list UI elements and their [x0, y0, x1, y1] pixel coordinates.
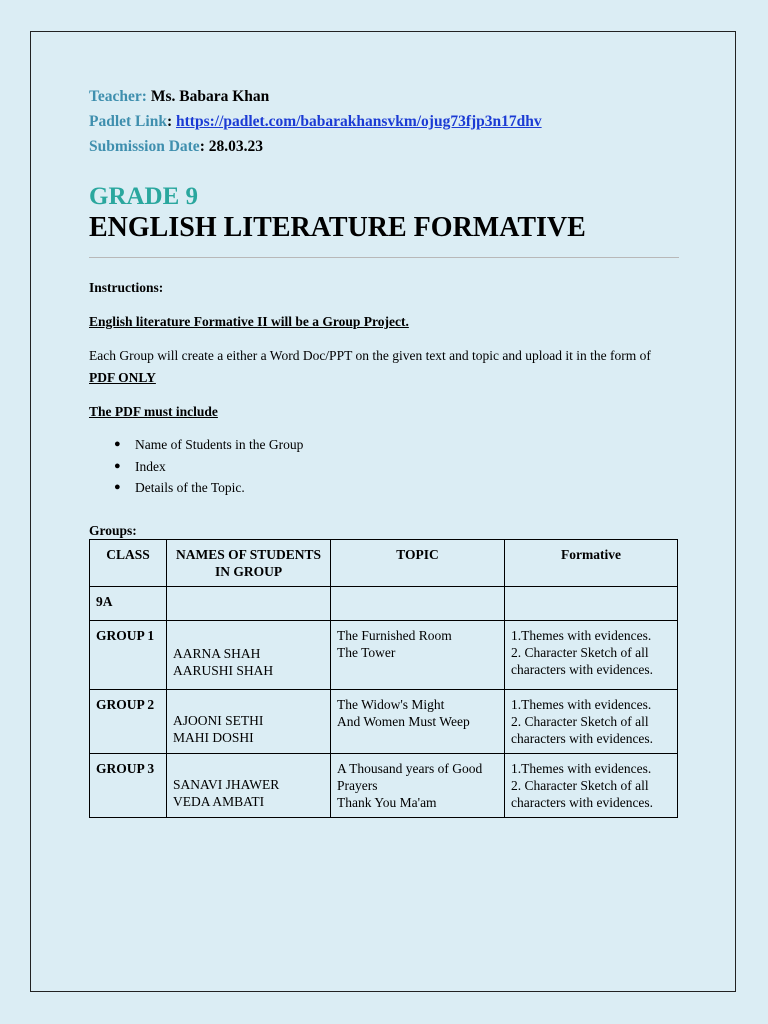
- bullet-icon: ●: [114, 481, 121, 494]
- formative-cell: 1.Themes with evidences. 2. Character Sketch of all characters with evidences.: [505, 690, 678, 754]
- list-item: ● Name of Students in the Group: [89, 434, 303, 456]
- names-cell: AJOONI SETHI MAHI DOSHI: [167, 690, 331, 754]
- submission-colon: :: [199, 138, 205, 155]
- submission-label: Submission Date: [89, 138, 200, 155]
- teacher-name: Ms. Babara Khan: [150, 88, 270, 105]
- table-row: [90, 621, 678, 690]
- padlet-label: Padlet Link: [89, 113, 167, 130]
- instructions-line1: English literature Formative II will be a Group Project.: [89, 314, 409, 329]
- submission-date: 28.03.23: [208, 138, 263, 155]
- list-item: ● Details of the Topic.: [89, 477, 303, 499]
- padlet-link[interactable]: https://padlet.com/babarakhansvkm/ojug73fjp3n17dhv: [176, 113, 542, 130]
- bullet-icon: ●: [114, 459, 121, 472]
- topic-cell: A Thousand years of Good Prayers Thank You Ma'am: [331, 754, 505, 818]
- padlet-line: [89, 113, 542, 131]
- group-cell: GROUP 2: [90, 690, 167, 754]
- topic-cell: The Furnished Room The Tower: [331, 621, 505, 690]
- table-row: [90, 754, 678, 818]
- names-cell: AARNA SHAH AARUSHI SHAH: [167, 621, 331, 690]
- class-cell: 9A: [90, 587, 167, 621]
- submission-line: [89, 138, 263, 156]
- col-class: CLASS: [90, 540, 167, 587]
- list-item: ● Index: [89, 456, 303, 478]
- include-heading: The PDF must include: [89, 404, 218, 419]
- table-row: [90, 690, 678, 754]
- formative-cell: 1.Themes with evidences. 2. Character Sketch of all characters with evidences.: [505, 621, 678, 690]
- grade-heading: GRADE 9: [89, 183, 199, 210]
- padlet-colon: :: [166, 113, 173, 130]
- group-cell: GROUP 1: [90, 621, 167, 690]
- bullet-icon: ●: [114, 438, 121, 450]
- groups-heading: Groups:: [89, 523, 137, 538]
- topic-cell: The Widow's Might And Women Must Weep: [331, 690, 505, 754]
- include-list: [89, 434, 303, 499]
- instructions-line2: Each Group will create a either a Word Doc/PPT on the given text and topic and upload it in the form of: [89, 348, 651, 363]
- teacher-line: [89, 88, 269, 106]
- table-header-row: [90, 540, 678, 587]
- col-names: NAMES OF STUDENTS IN GROUP: [167, 540, 331, 587]
- table-row: [90, 587, 678, 621]
- teacher-label: Teacher:: [89, 88, 147, 105]
- col-formative: Formative: [505, 540, 678, 587]
- group-cell: GROUP 3: [90, 754, 167, 818]
- col-topic: TOPIC: [331, 540, 505, 587]
- instructions-heading: Instructions:: [89, 280, 164, 295]
- page-border: [30, 31, 736, 992]
- formative-cell: 1.Themes with evidences. 2. Character Sketch of all characters with evidences.: [505, 754, 678, 818]
- pdf-only-text: PDF ONLY: [89, 370, 156, 385]
- groups-table: [89, 539, 678, 818]
- page-title: ENGLISH LITERATURE FORMATIVE: [89, 212, 586, 243]
- title-divider: [89, 257, 679, 258]
- names-cell: SANAVI JHAWER VEDA AMBATI: [167, 754, 331, 818]
